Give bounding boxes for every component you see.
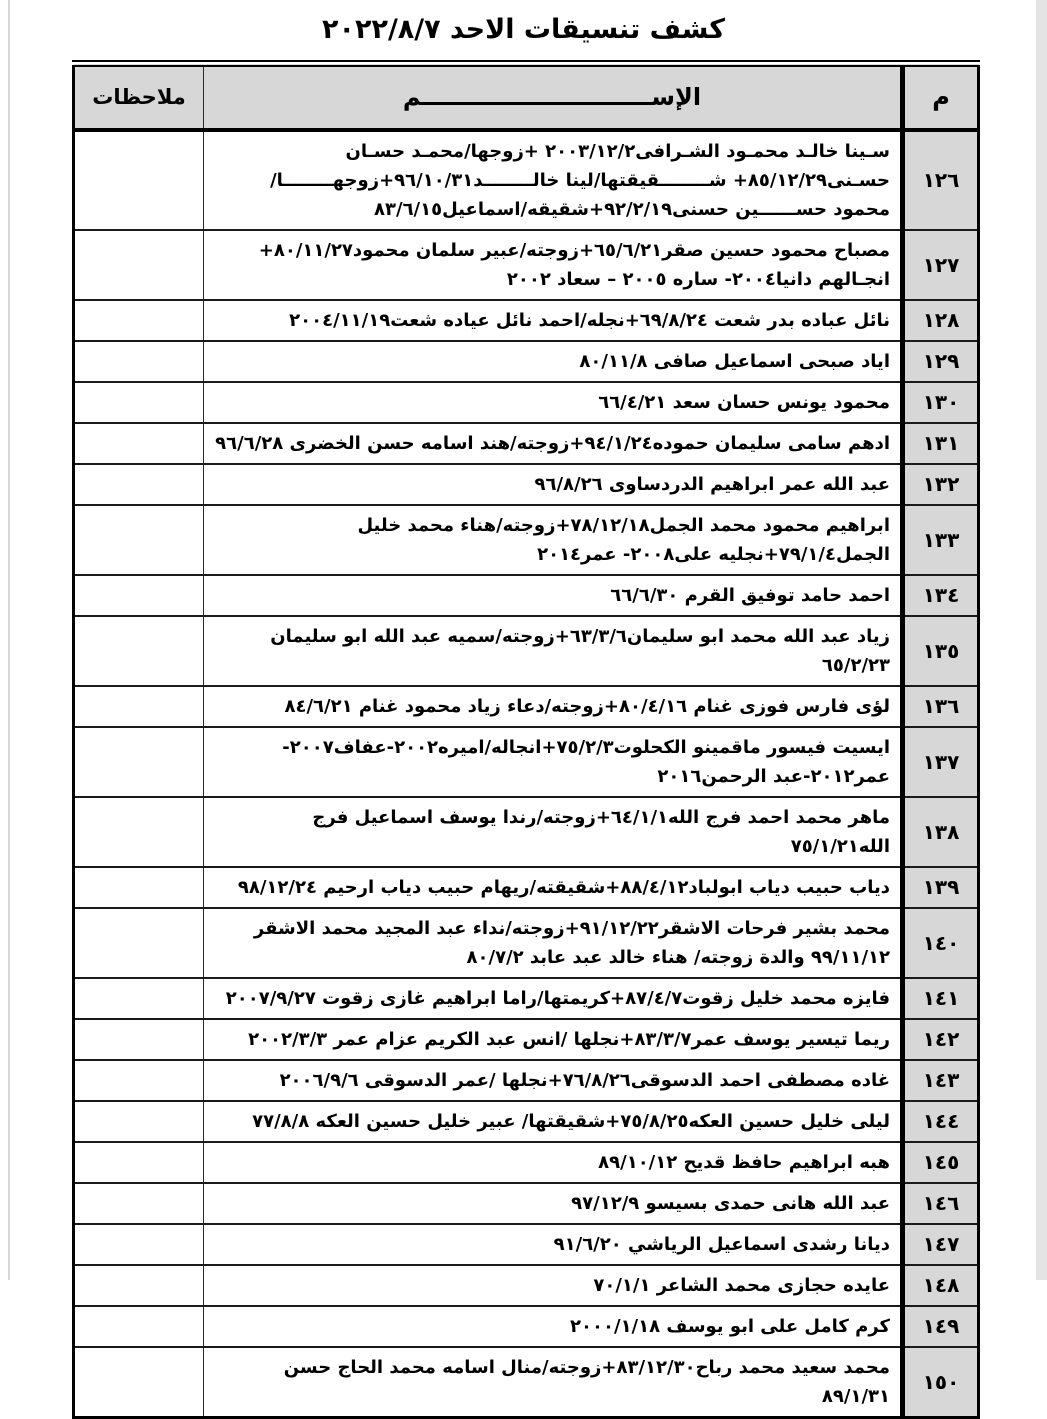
row-name: محمود يونس حسان سعد ٦٦/٤/٢١ [598,391,890,413]
row-notes-cell [74,867,204,908]
row-number-cell [903,616,979,686]
row-number-cell [903,1224,979,1265]
row-number: ١٣٦ [922,694,960,718]
row-number: ١٣٢ [922,472,960,496]
table-row [74,978,979,1019]
table-row [74,1101,979,1142]
row-notes-cell [74,1060,204,1101]
row-notes-cell [74,1224,204,1265]
row-name: ديانا رشدى اسماعيل الرياشي ٩١/٦/٢٠ [553,1233,890,1255]
row-name: احمد حامد توفيق القرم ٦٦/٦/٣٠ [610,584,890,606]
page-title: كشف تنسيقات الاحد ٢٠٢٢/٨/٧ [322,14,725,45]
row-number: ١٣٤ [922,583,960,607]
table-row [74,423,979,464]
row-number: ١٣٠ [922,390,960,414]
table-row [74,1142,979,1183]
table-row [74,867,979,908]
photo-edge-left [8,0,10,1280]
row-number: ١٤٩ [922,1314,960,1338]
row-number: ١٤١ [922,986,960,1010]
row-number: ١٢٧ [922,252,960,277]
row-name: مصباح محمود حسين صقر٦٥/٦/٢١+زوجته/عبير سلمان محمود٨٠/١١/٢٧+ انجـالهم دانيا٢٠٠٤- ساره ٢٠٠٥ – سعاد ٢٠٠٢ [258,239,890,290]
row-name: ادهم سامى سليمان حموده٩٤/١/٢٤+زوجته/هند اسامه حسن الخضرى ٩٦/٦/٢٨ [215,432,890,454]
row-name-cell [204,797,903,867]
table-row [74,1183,979,1224]
row-number-cell [903,1142,979,1183]
row-number: ١٤٨ [922,1273,960,1297]
table-row [74,575,979,616]
row-name: سـينا خالـد محمـود الشـرافى٢٠٠٣/١٢/٢ +زوجها/محمـد حسـان حسـنى٨٥/١٢/٢٩+ شــــــــقيقتها/لينا خالــــــــد٩٦/١٠/٣١+زوجهــــــــا/محمود حســــــين حسنى٩٢/٢/١٩+شقيقه/اسماعيل٨٣/٦/١٥ [270,140,890,220]
row-number: ١٤٧ [922,1232,960,1256]
row-number: ١٢٩ [922,349,960,373]
row-notes-cell [74,505,204,575]
table-row [74,727,979,797]
row-notes-cell [74,300,204,341]
row-number: ١٣٧ [922,749,960,774]
coordination-table [72,60,980,1419]
row-notes-cell [74,230,204,300]
row-notes-cell [74,341,204,382]
row-number: ١٤٢ [922,1027,960,1051]
row-number-cell [903,1183,979,1224]
row-number-cell [903,341,979,382]
row-name-cell [204,908,903,978]
row-name-cell [204,1306,903,1347]
row-name: عايده حجازى محمد الشاعر ٧٠/١/١ [593,1274,890,1296]
row-notes-cell [74,908,204,978]
table-row [74,300,979,341]
row-number-cell [903,797,979,867]
row-name-cell [204,505,903,575]
row-number-cell [903,464,979,505]
row-number-cell [903,686,979,727]
row-name-cell [204,1060,903,1101]
row-name-cell [204,1101,903,1142]
row-name-cell [204,1265,903,1306]
row-name-cell [204,1224,903,1265]
table-row [74,616,979,686]
row-name-cell [204,130,903,230]
row-name: ليلى خليل حسين العكه٧٥/٨/٢٥+شقيقتها/ عبير خليل حسين العكه ٧٧/٨/٨ [252,1110,890,1132]
row-name-cell [204,1019,903,1060]
row-notes-cell [74,797,204,867]
row-name-cell [204,1142,903,1183]
table-row [74,382,979,423]
row-name: عبد الله هانى حمدى بسيسو ٩٧/١٢/٩ [571,1192,890,1214]
table-row [74,130,979,230]
row-number: ١٣٣ [922,527,960,552]
row-notes-cell [74,1347,204,1418]
row-name-cell [204,382,903,423]
row-notes-cell [74,423,204,464]
row-number-cell [903,1306,979,1347]
row-name-cell [204,1183,903,1224]
row-name: ماهر محمد احمد فرج الله٦٤/١/١+زوجته/رندا يوسف اسماعيل فرج الله٧٥/١/٢١ [312,806,890,857]
row-notes-cell [74,575,204,616]
row-notes-cell [74,727,204,797]
table-row [74,797,979,867]
table-header-name: الإســــــــــــــــــــــــــــم [204,64,903,130]
row-number-cell [903,575,979,616]
row-number-cell [903,1060,979,1101]
row-name: دياب حبيب دياب ابولباد٨٨/٤/١٢+شقيقته/ريهام حبيب دياب ارحيم ٩٨/١٢/٢٤ [237,876,890,898]
row-number-cell [903,382,979,423]
row-name-cell [204,978,903,1019]
row-notes-cell [74,978,204,1019]
row-number-cell [903,727,979,797]
row-name-cell [204,341,903,382]
table-header-number: م [903,64,979,130]
row-name: كرم كامل على ابو يوسف ٢٠٠٠/١/١٨ [570,1315,890,1337]
row-name-cell [204,464,903,505]
table-row [74,1347,979,1418]
row-number: ١٢٨ [922,308,960,332]
table-row [74,908,979,978]
row-number-cell [903,908,979,978]
table-row [74,1306,979,1347]
table-header-row [74,64,979,130]
row-name: نائل عباده بدر شعت ٦٩/٨/٢٤+نجله/احمد نائل عياده شعت٢٠٠٤/١١/١٩ [289,309,890,331]
row-name-cell [204,423,903,464]
row-number-cell [903,1347,979,1418]
row-notes-cell [74,382,204,423]
row-notes-cell [74,1265,204,1306]
row-name-cell [204,300,903,341]
row-notes-cell [74,616,204,686]
row-number: ١٤٦ [922,1191,960,1215]
row-number-cell [903,1019,979,1060]
row-name: ايسيت فيسور ماقمينو الكحلوت٧٥/٢/٣+انجاله/اميره٢٠٠٢-عفاف٢٠٠٧-عمر٢٠١٢-عبد الرحمن٢٠١٦ [282,736,890,787]
row-name-cell [204,616,903,686]
row-name: ابراهيم محمود محمد الجمل٧٨/١٢/١٨+زوجته/هناء محمد خليل الجمل٧٩/١/٤+نجليه على٢٠٠٨- عمر٢٠١٤ [357,514,890,565]
coordination-table-wrap [72,60,980,1419]
row-name-cell [204,230,903,300]
row-number-cell [903,130,979,230]
table-header-notes: ملاحظات [74,64,204,130]
row-name: هبه ابراهيم حافظ قديح ٨٩/١٠/١٢ [598,1151,890,1173]
row-number-cell [903,867,979,908]
row-number-cell [903,505,979,575]
row-number: ١٤٣ [922,1068,960,1092]
row-notes-cell [74,1101,204,1142]
table-body [74,130,979,1418]
row-number-cell [903,423,979,464]
row-number: ١٤٥ [922,1150,960,1174]
row-notes-cell [74,1183,204,1224]
photo-edge-right [1036,0,1047,1280]
row-number: ١٤٤ [922,1109,960,1133]
row-notes-cell [74,1019,204,1060]
row-notes-cell [74,1306,204,1347]
row-notes-cell [74,130,204,230]
table-row [74,1265,979,1306]
row-name: ريما تيسير يوسف عمر٨٣/٣/٧+نجلها /انس عبد الكريم عزام عمر ٢٠٠٢/٣/٣ [248,1028,890,1050]
table-row [74,1224,979,1265]
row-name-cell [204,1347,903,1418]
row-number-cell [903,1265,979,1306]
table-row [74,464,979,505]
table-row [74,341,979,382]
table-row [74,1060,979,1101]
row-number-cell [903,978,979,1019]
row-number: ١٥٠ [922,1369,960,1394]
table-row [74,686,979,727]
row-name-cell [204,686,903,727]
row-number-cell [903,300,979,341]
row-number: ١٣٨ [922,819,960,844]
table-row [74,505,979,575]
table-row [74,230,979,300]
row-name: لؤى فارس فوزى غنام ٨٠/٤/١٦+زوجته/دعاء زياد محمود غنام ٨٤/٦/٢١ [284,695,890,717]
row-notes-cell [74,686,204,727]
row-name: اياد صبحى اسماعيل صافى ٨٠/١١/٨ [579,350,890,372]
table-header [74,64,979,130]
row-number-cell [903,230,979,300]
row-number-cell [903,1101,979,1142]
row-number: ١٣١ [922,431,960,455]
row-number: ١٣٩ [922,875,960,899]
row-name: غاده مصطفى احمد الدسوقى٧٦/٨/٢٦+نجلها /عمر الدسوقى ٢٠٠٦/٩/٦ [279,1069,890,1091]
row-name: زياد عبد الله محمد ابو سليمان٦٣/٣/٦+زوجته/سميه عبد الله ابو سليمان ٦٥/٢/٢٣ [270,625,890,676]
table-row [74,1019,979,1060]
row-number: ١٢٦ [922,168,960,192]
row-notes-cell [74,1142,204,1183]
row-name: عبد الله عمر ابراهيم الدردساوى ٩٦/٨/٢٦ [534,473,890,495]
row-number: ١٣٥ [922,638,960,663]
row-name-cell [204,867,903,908]
row-name: محمد بشير فرحات الاشقر٩١/١٢/٢٢+زوجته/نداء عبد المجيد محمد الاشقر ٩٩/١١/١٢ والدة زوجته/ هناء خالد عبد عابد ٨٠/٧/٢ [253,917,890,968]
row-name: محمد سعيد محمد رباح٨٣/١٢/٣٠+زوجته/منال اسامه محمد الحاج حسن ٨٩/١/٣١ [283,1356,890,1407]
row-number: ١٤٠ [922,930,960,955]
row-notes-cell [74,464,204,505]
row-name-cell [204,727,903,797]
row-name: فايزه محمد خليل زقوت٨٧/٤/٧+كريمتها/راما ابراهيم غازى زقوت ٢٠٠٧/٩/٢٧ [225,987,890,1009]
row-name-cell [204,575,903,616]
